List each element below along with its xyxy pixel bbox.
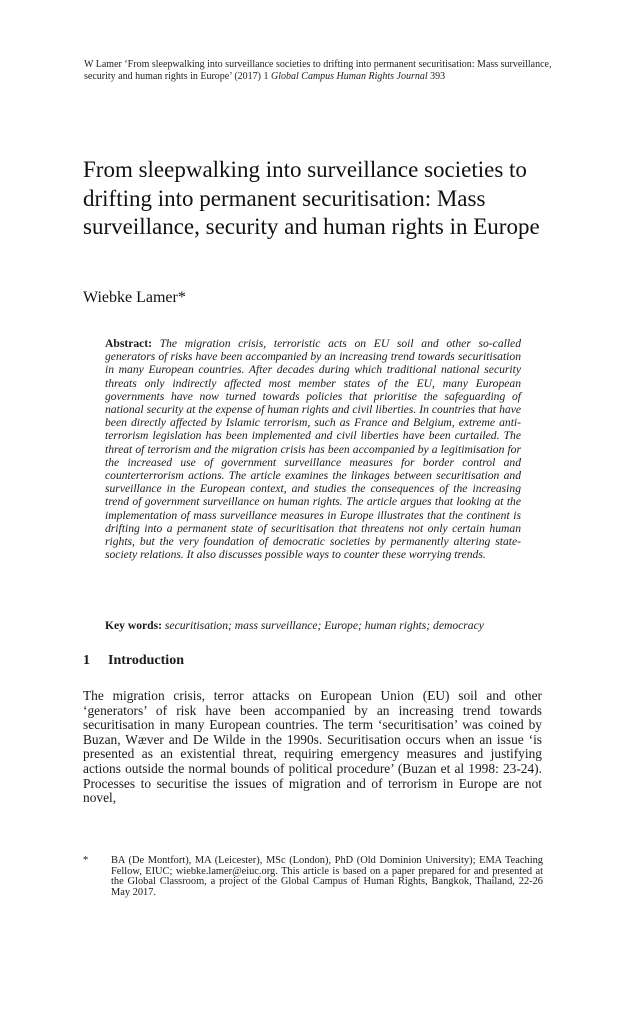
abstract-label: Abstract: <box>105 337 160 350</box>
footnote-text: BA (De Montfort), MA (Leicester), MSc (London), PhD (Old Dominion University); EMA Teaching Fellow, EIUC; wiebke.lamer@eiuc.org. This article is based on a paper prepared for and presented at the Global Classroom, a project of the Global Campus of Human Rights, Bangkok, Thailand, 22-26 May 2017. <box>111 855 543 898</box>
running-header-page-number: 393 <box>427 70 446 82</box>
running-header <box>84 59 554 82</box>
keywords <box>105 619 535 633</box>
running-header-journal: Global Campus Human Rights Journal <box>271 70 428 82</box>
section-heading-introduction <box>83 652 184 670</box>
keywords-list: securitisation; mass surveillance; Europe; human rights; democracy <box>164 619 484 632</box>
section-number: 1 <box>83 653 90 668</box>
author-name: Wiebke Lamer* <box>83 289 186 306</box>
abstract <box>105 337 521 561</box>
author-footnote <box>83 856 543 898</box>
section-title: Introduction <box>108 653 184 668</box>
abstract-text: The migration crisis, terroristic acts on EU soil and other so-called generators of risks have been accompanied by an increasing trend towards securitisation in many European countries. After decades during which traditional national security threats only indirectly affected most member states of the EU, many European governments have now turned towards policies that prioritise the safeguarding of national security at the expense of human rights and civil liberties. In countries that have been directly affected by Islamic terrorism, such as France and Belgium, extreme anti-terrorism legislation has been implemented and civil liberties have been curtailed. The threat of terrorism and the migration crisis has been accompanied by a legitimisation for the increased use of government surveillance measures for border control and counterterrorism actions. The article examines the linkages between securitisation and surveillance in the European context, and studies the consequences of the increasing trend of government surveillance on human rights. The article argues that looking at the implementation of mass surveillance measures in Europe illustrates that the continent is drifting into a permanent state of securitisation that threatens not only certain human rights, but the very foundation of democratic societies by permanently altering state-society relations. It also discusses possible ways to counter these worrying trends. <box>105 337 522 562</box>
intro-paragraph: The migration crisis, terror attacks on European Union (EU) soil and other ‘generators’ of risk have been accompanied by an increasing trend towards securitisation in many European countries. The term ‘securitisation’ was coined by Buzan, Wæver and De Wilde in the 1990s. Securitisation occurs when an issue ‘is presented as an existential threat, requiring emergency measures and justifying actions outside the normal bounds of political procedure’ (Buzan et al 1998: 23-24). Processes to securitise the issues of migration and of terrorism in Europe are not novel, <box>83 688 542 806</box>
running-header-citation: W Lamer ‘From sleepwalking into surveillance societies to drifting into permanent securitisation: Mass surveillance, security and human rights in Europe’ (2017) 1 <box>84 59 552 82</box>
article-title: From sleepwalking into surveillance societies to drifting into permanent securitisation: Mass surveillance, security and human rights in Europe <box>83 157 540 239</box>
keywords-label: Key words: <box>105 619 165 632</box>
footnote-marker: * <box>83 855 89 866</box>
